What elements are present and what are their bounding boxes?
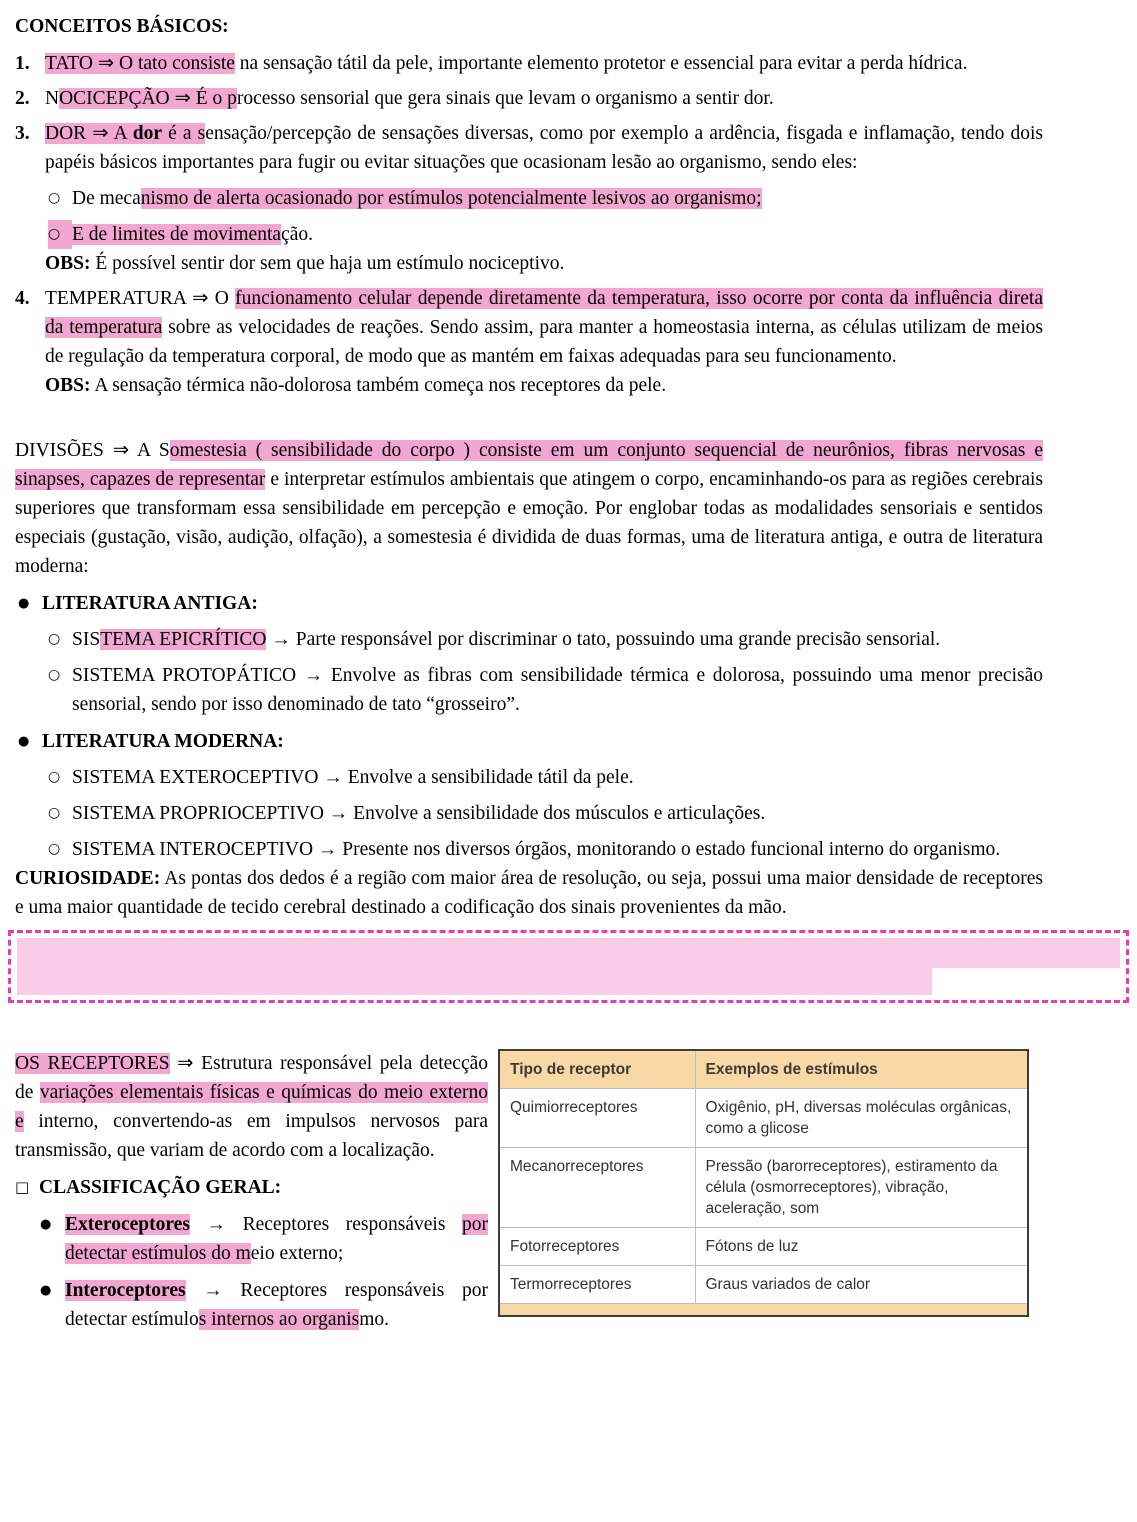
table-row bbox=[499, 1148, 1028, 1228]
bullet-exteroceptores bbox=[40, 1210, 488, 1268]
sub-bullet-alerta bbox=[48, 184, 1043, 213]
text-segment: A sensação térmica não-dolorosa também começa nos receptores da pele. bbox=[90, 375, 667, 396]
obs-note-dor bbox=[45, 249, 1043, 278]
text-segment: nismo de alerta ocasionado por estímulos potencialmente lesivos ao organismo; bbox=[140, 188, 762, 209]
table-cell: Pressão (barorreceptores), estiramento da célula (osmorreceptores), vibração, aceleração, som bbox=[695, 1148, 1028, 1228]
sub-bullet-text bbox=[72, 661, 1043, 719]
receptors-intro bbox=[15, 1049, 488, 1165]
text-segment: É possível sentir dor sem que haja um estímulo nociceptivo. bbox=[90, 253, 565, 274]
table-cell: Graus variados de calor bbox=[695, 1266, 1028, 1304]
text-segment: DIVISÕES ⇒ A S bbox=[15, 440, 170, 461]
item-number: 1. bbox=[15, 53, 30, 74]
receptors-text-column bbox=[15, 1049, 488, 1334]
literature-moderna-heading bbox=[15, 727, 1043, 756]
item-text-nocicepcao bbox=[45, 84, 1043, 113]
text-segment: N bbox=[45, 88, 60, 109]
text-segment: interno, convertendo-as em impulsos nervosos para transmissão, que variam de acordo com a localização. bbox=[15, 1111, 488, 1161]
table-header-tipo: Tipo de receptor bbox=[499, 1050, 695, 1089]
table-cell: Fotorreceptores bbox=[499, 1228, 695, 1266]
receptors-table-column bbox=[498, 1049, 1029, 1334]
sub-bullet-text bbox=[72, 835, 1043, 864]
sub-bullet-exteroceptivo bbox=[48, 763, 1043, 792]
text-segment: por detectar estímulos do m bbox=[65, 1214, 488, 1264]
text-segment: ção. bbox=[281, 224, 313, 245]
item-body bbox=[45, 49, 1043, 78]
text-segment: OBS: bbox=[45, 253, 91, 274]
table-row bbox=[499, 1228, 1028, 1266]
item-body bbox=[45, 119, 1043, 278]
dot-bullet-icon: ● bbox=[18, 734, 30, 749]
text-segment: As pontas dos dedos é a região com maior área de resolução, ou seja, possui uma maior densidade de receptores e uma maior quantidade de tecido cerebral destinado a codificação dos sinais provenientes da mão. bbox=[15, 868, 1043, 918]
text-segment: → Receptores responsáveis bbox=[189, 1214, 462, 1235]
redacted-line bbox=[17, 968, 932, 995]
table-body bbox=[499, 1089, 1028, 1304]
square-bullet-icon: □ bbox=[15, 1178, 30, 1196]
table-cell: Termorreceptores bbox=[499, 1266, 695, 1304]
table-row bbox=[499, 1089, 1028, 1148]
text-segment: OBS: bbox=[45, 375, 91, 396]
numbered-item-nocicepcao bbox=[15, 84, 1043, 113]
text-segment: → Parte responsável por discriminar o tato, possuindo uma grande precisão sensorial. bbox=[266, 629, 941, 650]
text-segment: eio externo; bbox=[250, 1243, 344, 1264]
sub-bullet-epicritico bbox=[48, 625, 1043, 654]
table-cell: Quimiorreceptores bbox=[499, 1089, 695, 1148]
text-segment: TEMA EPICRÍTICO bbox=[100, 629, 267, 650]
text-segment: OS RECEPTORES bbox=[15, 1053, 170, 1074]
circle-bullet-icon: ○ bbox=[48, 805, 61, 821]
text-segment: e interpretar estímulos ambientais que atingem o corpo, encaminhando-os para as regiões cerebrais superiores que transformam essa sensibilidade em percepção e emoção. Por englobar todas as modalidades sensoriais e sentidos especiais (gustação, visão, audição, olfação), a somestesia é dividida de duas formas, uma de literatura antiga, e outra de literatura moderna: bbox=[15, 469, 1043, 577]
section-spacer bbox=[15, 406, 1043, 436]
text-segment: TEMPERATURA ⇒ O bbox=[45, 288, 236, 309]
table-bottom-strip bbox=[499, 1304, 1028, 1316]
text-segment: na sensação tátil da pele, importante elemento protetor e essencial para evitar a perda hídrica. bbox=[234, 53, 968, 74]
heading-text bbox=[39, 1173, 488, 1202]
text-segment: SISTEMA PROTOPÁTICO → Envolve as fibras com sensibilidade térmica e dolorosa, possuindo uma menor precisão sensorial, sendo por isso denominado de tato “grosseiro”. bbox=[72, 665, 1043, 715]
item-number: 3. bbox=[15, 123, 30, 144]
item-text-tato bbox=[45, 49, 1043, 78]
bullet-text bbox=[65, 1210, 488, 1268]
dot-bullet-icon: ● bbox=[18, 596, 30, 611]
text-segment: omestesia ( sensibilidade do corpo ) consiste em um conjunto sequencial de neurônios, fibras nervosas e sinapses, capazes de representar bbox=[15, 440, 1043, 490]
text-segment: SISTEMA INTEROCEPTIVO → Presente nos diversos órgãos, monitorando o estado funcional interno do organismo. bbox=[72, 839, 1001, 860]
redacted-line bbox=[17, 938, 1120, 968]
page-title: CONCEITOS BÁSICOS: bbox=[15, 16, 229, 37]
text-segment: ⇒ Estrutura responsável pela detecção de bbox=[15, 1053, 488, 1103]
heading-text bbox=[42, 589, 1043, 618]
item-body bbox=[45, 284, 1043, 400]
text-segment: : bbox=[251, 593, 258, 614]
text-segment: funcionamento celular depende diretamente da temperatura, isso ocorre por conta da influência direta da temperatura bbox=[45, 288, 1043, 338]
receptor-types-table bbox=[498, 1049, 1029, 1317]
text-segment: : bbox=[277, 731, 284, 752]
text-segment: De meca bbox=[72, 188, 141, 209]
text-segment: SISTEMA PROPRIOCEPTIVO → Envolve a sensibilidade dos músculos e articulações. bbox=[72, 803, 766, 824]
text-segment: Interoceptores bbox=[65, 1280, 186, 1301]
text-segment: → Receptores responsáveis por detectar estímulo bbox=[65, 1280, 488, 1330]
text-segment: CURIOSIDADE: bbox=[15, 868, 161, 889]
item-number: 2. bbox=[15, 88, 30, 109]
curiosity-paragraph bbox=[15, 864, 1043, 922]
text-segment: s internos ao organis bbox=[198, 1309, 360, 1330]
text-segment: SIS bbox=[72, 629, 101, 650]
circle-bullet-icon: ○ bbox=[48, 841, 61, 857]
table-strip-cell bbox=[499, 1304, 1028, 1316]
table-cell: Fótons de luz bbox=[695, 1228, 1028, 1266]
sub-bullet-text bbox=[72, 184, 1043, 213]
table-cell: Mecanorreceptores bbox=[499, 1148, 695, 1228]
text-segment: é a s bbox=[161, 123, 206, 144]
bullet-text bbox=[65, 1276, 488, 1334]
numbered-item-dor bbox=[15, 119, 1043, 278]
divisions-paragraph bbox=[15, 436, 1043, 581]
text-segment: E de limites de movimenta bbox=[72, 224, 282, 245]
dot-bullet-icon: ● bbox=[40, 1283, 52, 1298]
text-segment: LITERATURA MODERNA bbox=[42, 731, 278, 752]
item-text-dor bbox=[45, 119, 1043, 177]
circle-bullet-icon: ○ bbox=[48, 769, 61, 785]
sub-bullet-text bbox=[72, 220, 1043, 249]
text-segment: DOR ⇒ A bbox=[45, 123, 133, 144]
item-text-temperatura bbox=[45, 284, 1043, 371]
text-segment: ensação/percepção de sensações diversas, como por exemplo a ardência, fisgada e inflamação, tendo dois papéis básicos importantes para fugir ou evitar situações que ocasionam lesão ao organismo, sendo eles: bbox=[45, 123, 1043, 173]
sub-bullet-interoceptivo bbox=[48, 835, 1043, 864]
sub-bullet-text bbox=[72, 625, 1043, 654]
text-segment: mo. bbox=[359, 1309, 390, 1330]
text-segment: variações elementais físicas e químicas do meio externo e bbox=[15, 1082, 488, 1132]
text-segment: rocesso sensorial que gera sinais que levam o organismo a sentir dor. bbox=[236, 88, 774, 109]
text-segment: sobre as velocidades de reações. Sendo assim, para manter a homeostasia interna, as células utilizam de meios de regulação da temperatura corporal, de modo que as mantém em faixas adequadas para seu funcionamento. bbox=[45, 317, 1043, 367]
classification-heading bbox=[15, 1173, 488, 1202]
redacted-highlight-box bbox=[8, 930, 1129, 1003]
table-header-exemplos: Exemplos de estímulos bbox=[695, 1050, 1028, 1089]
text-segment: Exteroceptores bbox=[65, 1214, 190, 1235]
text-segment: SISTEMA EXTEROCEPTIVO → Envolve a sensibilidade tátil da pele. bbox=[72, 767, 634, 788]
text-segment: LITERATURA ANTIGA bbox=[42, 593, 252, 614]
receptors-section bbox=[15, 1049, 1122, 1334]
item-body bbox=[45, 84, 1043, 113]
item-number: 4. bbox=[15, 288, 30, 309]
bullet-interoceptores bbox=[40, 1276, 488, 1334]
sub-bullet-text bbox=[72, 799, 1043, 828]
circle-bullet-icon: ○ bbox=[48, 631, 61, 647]
numbered-item-temperatura bbox=[15, 284, 1043, 400]
text-segment: CLASSIFICAÇÃO GERAL: bbox=[39, 1177, 282, 1198]
table-row bbox=[499, 1266, 1028, 1304]
text-segment: TATO ⇒ O tato consiste bbox=[45, 53, 235, 74]
circle-bullet-icon: ○ bbox=[48, 190, 61, 206]
table-header-row bbox=[499, 1050, 1028, 1089]
sub-bullet-protopatico bbox=[48, 661, 1043, 719]
text-segment: OCICEPÇÃO ⇒ É o p bbox=[59, 88, 237, 109]
circle-bullet-icon: ○ bbox=[48, 667, 61, 683]
obs-note-temperatura bbox=[45, 371, 1043, 400]
circle-bullet-icon: ○ bbox=[48, 220, 72, 249]
sub-bullet-text bbox=[72, 763, 1043, 792]
dot-bullet-icon: ● bbox=[40, 1217, 52, 1232]
heading-text bbox=[42, 727, 1043, 756]
numbered-item-tato bbox=[15, 49, 1043, 78]
sub-bullet-limites bbox=[48, 220, 1043, 249]
table-cell: Oxigênio, pH, diversas moléculas orgânicas, como a glicose bbox=[695, 1089, 1028, 1148]
sub-bullet-proprioceptivo bbox=[48, 799, 1043, 828]
text-segment: dor bbox=[132, 123, 162, 144]
literature-antiga-heading bbox=[15, 589, 1043, 618]
main-text-block bbox=[15, 12, 1043, 922]
